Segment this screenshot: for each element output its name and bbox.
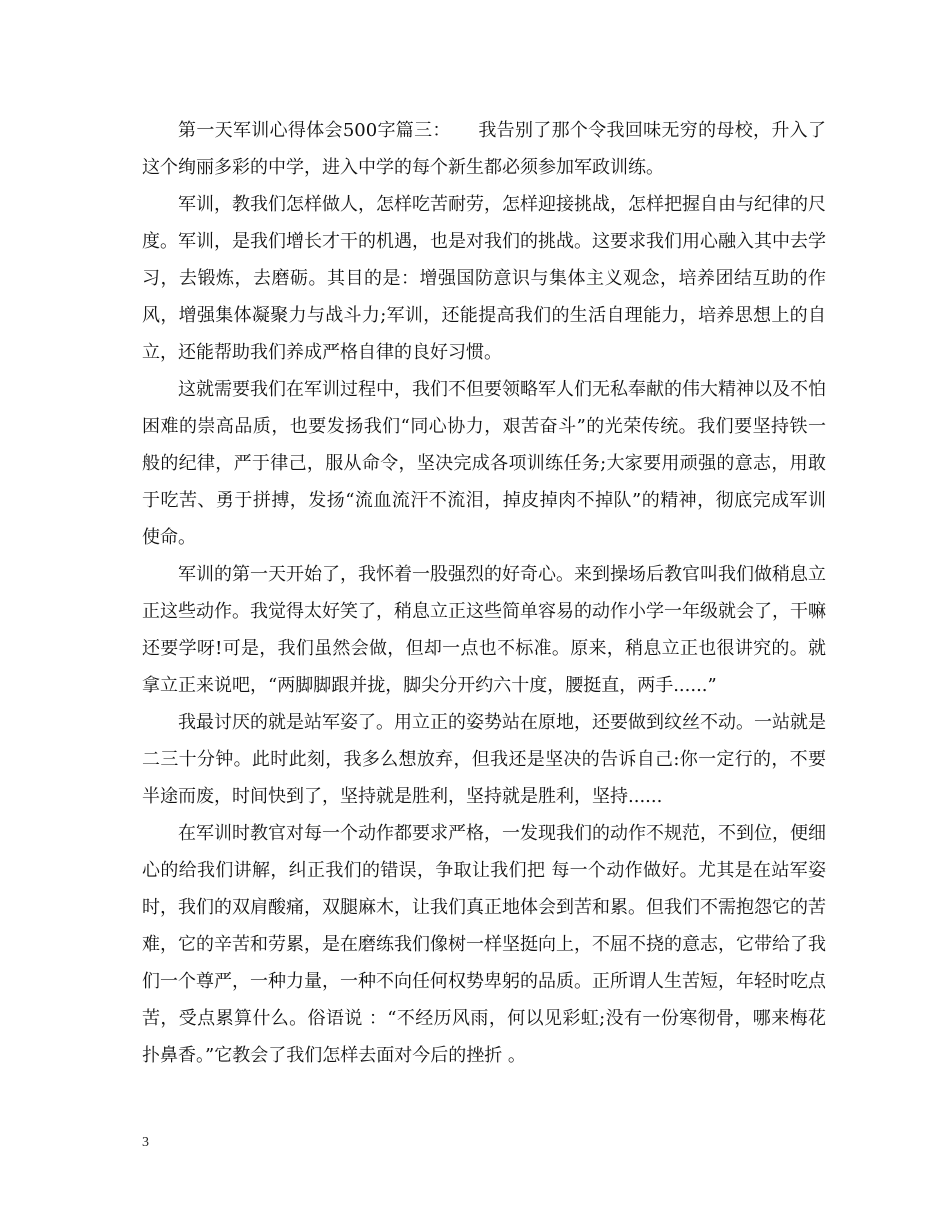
page-number: 3	[142, 1135, 149, 1150]
paragraph-5: 我最讨厌的就是站军姿了。用立正的姿势站在原地，还要做到纹丝不动。一站就是二三十分钟。此时此刻，我多么想放弃，但我还是坚决的告诉自己:你一定行的，不要半途而废，时间快到了，坚持就是胜利，坚持就是胜利，坚持......	[142, 712, 826, 807]
paragraph-6: 在军训时教官对每一个动作都要求严格，一发现我们的动作不规范，不到位，便细心的给我们讲解，纠正我们的错误，争取让我们把 每一个动作做好。尤其是在站军姿时，我们的双肩酸痛，双腿麻木，让我们真正地体会到苦和累。但我们不需抱怨它的苦难，它的辛苦和劳累，是在磨练我们像树一样坚挺向上，不屈不挠的意志，它带给了我们一个尊严，一种力量，一种不向任何权势卑躬的品质。正所谓人生苦短，年轻时吃点苦，受点累算什么。俗语说 ：“不经历风雨，何以见彩虹;没有一份寒彻骨，哪来梅花扑鼻香。”它教会了我们怎样去面对今后的挫折 。	[142, 823, 826, 1066]
document-body	[142, 112, 826, 1074]
paragraph-1: 第一天军训心得体会500字篇三： 我告别了那个令我回味无穷的母校，升入了这个绚丽多彩的中学，进入中学的每个新生都必须参加军政训练。	[142, 120, 826, 178]
paragraph-2: 军训，教我们怎样做人，怎样吃苦耐劳，怎样迎接挑战，怎样把握自由与纪律的尺度。军训，是我们增长才干的机遇，也是对我们的挑战。这要求我们用心融入其中去学习，去锻炼，去磨砺。其目的是：增强国防意识与集体主义观念，培养团结互助的作风，增强集体凝聚力与战斗力;军训，还能提高我们的生活自理能力，培养思想上的自立，还能帮助我们养成严格自律的良好习惯。	[142, 194, 826, 363]
paragraph-3: 这就需要我们在军训过程中，我们不但要领略军人们无私奉献的伟大精神以及不怕困难的崇高品质，也要发扬我们“同心协力，艰苦奋斗”的光荣传统。我们要坚持铁一般的纪律，严于律己，服从命令，坚决完成各项训练任务;大家要用顽强的意志，用敢于吃苦、勇于拼搏，发扬“流血流汗不流泪，掉皮掉肉不掉队”的精神，彻底完成军训使命。	[142, 379, 826, 548]
paragraph-4: 军训的第一天开始了，我怀着一股强烈的好奇心。来到操场后教官叫我们做稍息立正这些动作。我觉得太好笑了，稍息立正这些简单容易的动作小学一年级就会了，干嘛还要学呀!可是，我们虽然会做，但却一点也不标准。原来，稍息立正也很讲究的。就拿立正来说吧，“两脚脚跟并拢，脚尖分开约六十度，腰挺直，两手......”	[142, 564, 826, 696]
